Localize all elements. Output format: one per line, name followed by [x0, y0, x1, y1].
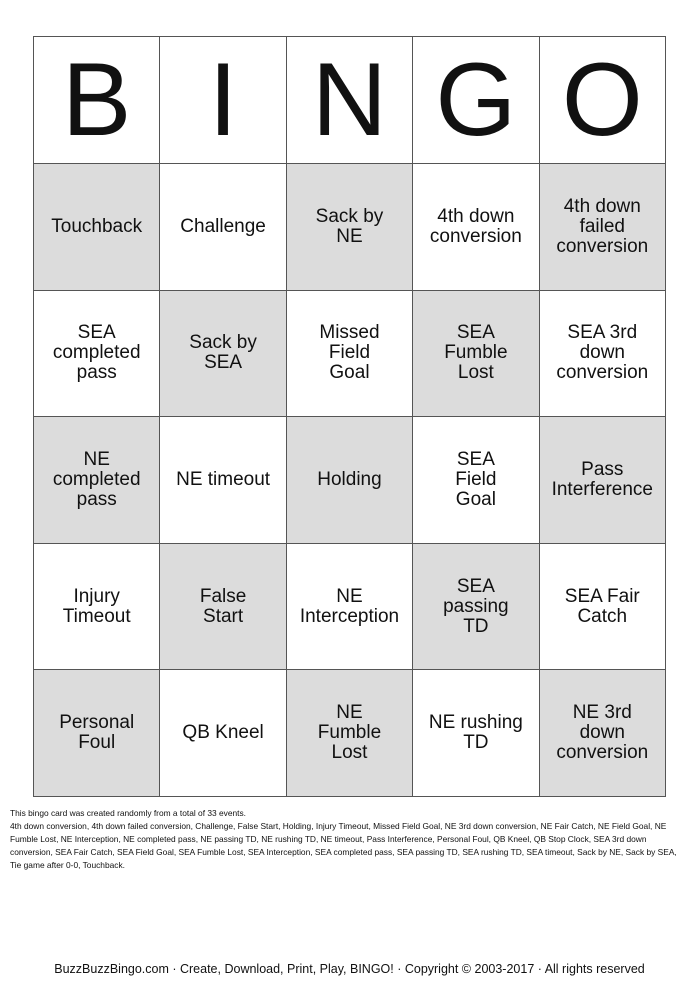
bingo-cell: Touchback: [34, 164, 160, 291]
bingo-cell: Holding: [286, 417, 412, 544]
bingo-cell: NE completed pass: [34, 417, 160, 544]
copyright-footer: BuzzBuzzBingo.com · Create, Download, Print, Play, BINGO! · Copyright © 2003-2017 · All rights reserved: [54, 962, 645, 976]
bingo-cell: Missed Field Goal: [286, 290, 412, 417]
bingo-cell: Challenge: [160, 164, 286, 291]
bingo-cell: SEA Fumble Lost: [413, 290, 539, 417]
bingo-cell: NE rushing TD: [413, 670, 539, 797]
bingo-cell: NE 3rd down conversion: [539, 670, 665, 797]
bingo-cell: NE Fumble Lost: [286, 670, 412, 797]
bingo-cell: SEA passing TD: [413, 543, 539, 670]
bingo-cell: SEA 3rd down conversion: [539, 290, 665, 417]
bingo-row-1: [34, 164, 666, 291]
bingo-row-3: [34, 417, 666, 544]
bingo-cell: NE timeout: [160, 417, 286, 544]
note-intro: This bingo card was created randomly from a total of 33 events.: [10, 808, 247, 818]
bingo-cell: Sack by NE: [286, 164, 412, 291]
bingo-cell: Personal Foul: [34, 670, 160, 797]
header-letter-b: B: [34, 37, 160, 164]
header-letter-n: N: [286, 37, 412, 164]
bingo-cell: SEA completed pass: [34, 290, 160, 417]
header-letter-o: O: [539, 37, 665, 164]
bingo-row-4: [34, 543, 666, 670]
bingo-cell: SEA Fair Catch: [539, 543, 665, 670]
note-events: 4th down conversion, 4th down failed conversion, Challenge, False Start, Holding, Injury Timeout, Missed Field Goal, NE 3rd down conversion, NE Fair Catch, NE Field Goal, NE Fumble Lost, NE Interception, NE completed pass, NE passing TD, NE rushing TD, NE timeout, Pass Interference, Personal Foul, QB Kneel, QB Stop Clock, SEA 3rd down conversion, SEA Fair Catch, SEA Field Goal, SEA Fumble Lost, SEA Interception, SEA completed pass, SEA passing TD, SEA rushing TD, SEA timeout, Sack by NE, Sack by SEA, Tie game after 0-0, Touchback.: [10, 821, 677, 870]
bingo-cell: Sack by SEA: [160, 290, 286, 417]
bingo-row-5: [34, 670, 666, 797]
bingo-cell: Pass Interference: [539, 417, 665, 544]
bingo-card: [33, 36, 666, 797]
bingo-cell: 4th down failed conversion: [539, 164, 665, 291]
header-letter-i: I: [160, 37, 286, 164]
bingo-cell: QB Kneel: [160, 670, 286, 797]
event-list-note: [10, 807, 690, 872]
bingo-cell: Injury Timeout: [34, 543, 160, 670]
bingo-cell: NE Interception: [286, 543, 412, 670]
bingo-cell: SEA Field Goal: [413, 417, 539, 544]
bingo-cell: 4th down conversion: [413, 164, 539, 291]
header-letter-g: G: [413, 37, 539, 164]
bingo-row-2: [34, 290, 666, 417]
bingo-header-row: [34, 37, 666, 164]
bingo-cell: False Start: [160, 543, 286, 670]
